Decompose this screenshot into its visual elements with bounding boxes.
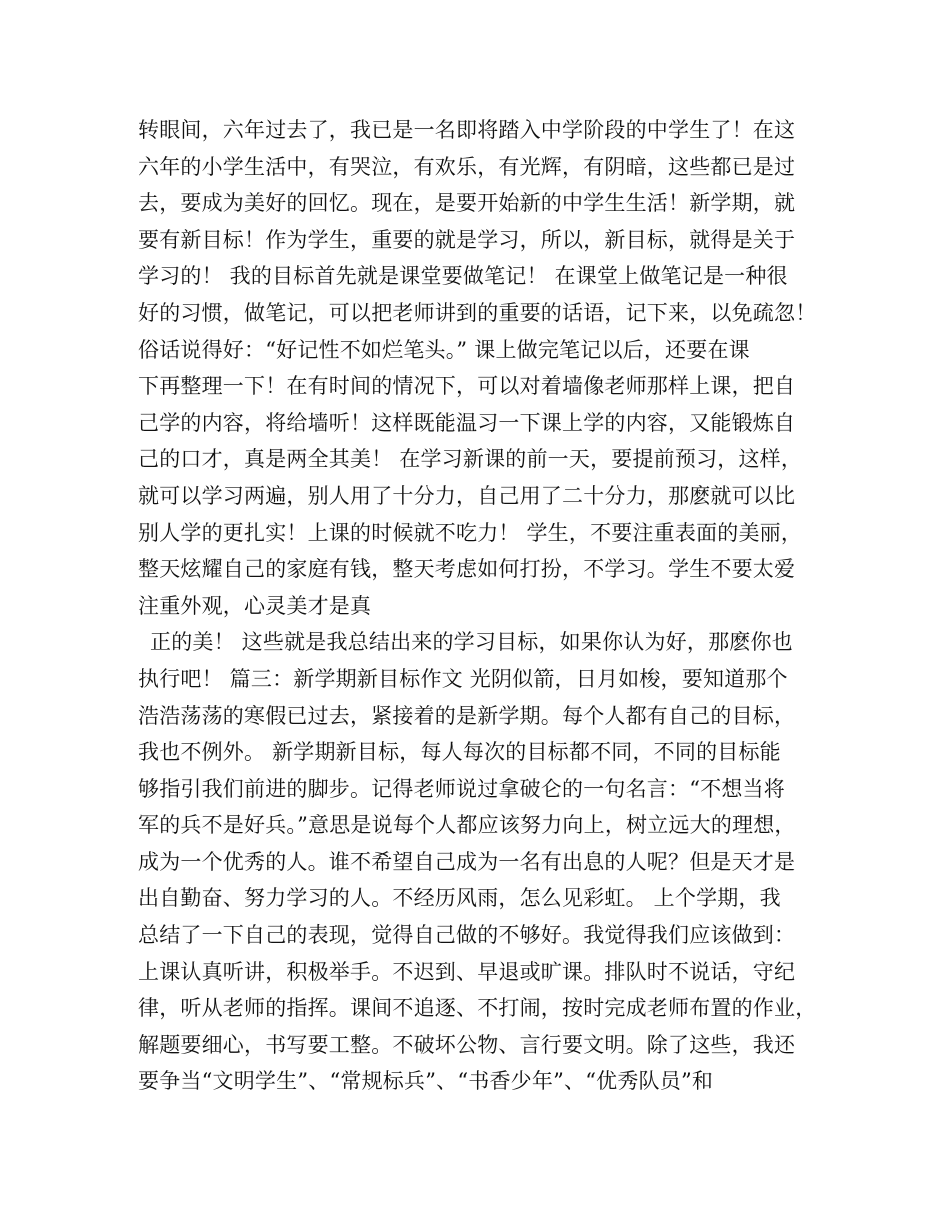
text-line: 成为一个优秀的人。谁不希望自己成为一名有出息的人呢？但是天才是 bbox=[138, 849, 796, 874]
text-line: 注重外观，心灵美才是真 bbox=[138, 593, 372, 618]
essay-text-block bbox=[138, 112, 838, 1100]
text-line: 下再整理一下！在有时间的情况下，可以对着墙像老师那样上课，把自 bbox=[138, 374, 796, 399]
text-line: 律，听从老师的指挥。课间不追逐、不打闹，按时完成老师布置的作业， bbox=[138, 996, 817, 1021]
text-line: 要争当“文明学生”、“常规标兵”、“书香少年”、“优秀队员”和 bbox=[138, 1069, 714, 1094]
text-line: 浩浩荡荡的寒假已过去，紧接着的是新学期。每个人都有自己的目标， bbox=[138, 703, 796, 728]
text-line: 己学的内容，将给墙听！这样既能温习一下课上学的内容，又能锻炼自 bbox=[138, 410, 796, 435]
text-line: 六年的小学生活中，有哭泣，有欢乐，有光辉，有阴暗，这些都已是过 bbox=[138, 154, 796, 179]
text-line: 俗话说得好：“好记性不如烂笔头。” 课上做完笔记以后，还要在课 bbox=[138, 337, 750, 362]
text-line: 解题要细心，书写要工整。不破坏公物、言行要文明。除了这些，我还 bbox=[138, 1032, 796, 1057]
text-line: 总结了一下自己的表现，觉得自己做的不够好。我觉得我们应该做到： bbox=[138, 923, 796, 948]
text-line: 去，要成为美好的回忆。现在，是要开始新的中学生生活！新学期，就 bbox=[138, 191, 796, 216]
text-line: 正的美！ 这些就是我总结出来的学习目标，如果你认为好，那麽你也 bbox=[150, 630, 793, 655]
text-line: 够指引我们前进的脚步。记得老师说过拿破仑的一句名言：“不想当将 bbox=[138, 776, 785, 801]
text-line: 整天炫耀自己的家庭有钱，整天考虑如何打扮，不学习。学生不要太爱 bbox=[138, 557, 796, 582]
text-line: 好的习惯，做笔记，可以把老师讲到的重要的话语，记下来，以免疏忽！ bbox=[138, 300, 817, 325]
text-line: 就可以学习两遍，别人用了十分力，自己用了二十分力，那麽就可以比 bbox=[138, 483, 796, 508]
text-line: 出自勤奋、努力学习的人。不经历风雨，怎么见彩虹。 上个学期，我 bbox=[138, 886, 781, 911]
text-line: 要有新目标！作为学生，重要的就是学习，所以，新目标，就得是关于 bbox=[138, 227, 796, 252]
text-line: 己的口才，真是两全其美！ 在学习新课的前一天，要提前预习，这样， bbox=[138, 447, 803, 472]
text-line: 学习的！ 我的目标首先就是课堂要做笔记！ 在课堂上做笔记是一种很 bbox=[138, 264, 788, 289]
text-line: 上课认真听讲，积极举手。不迟到、早退或旷课。排队时不说话，守纪 bbox=[138, 959, 796, 984]
text-line: 军的兵不是好兵。”意思是说每个人都应该努力向上，树立远大的理想， bbox=[138, 813, 796, 838]
text-line: 别人学的更扎实！上课的时候就不吃力！ 学生，不要注重表面的美丽， bbox=[138, 520, 803, 545]
text-line: 转眼间，六年过去了，我已是一名即将踏入中学阶段的中学生了！在这 bbox=[138, 118, 796, 142]
text-line: 执行吧！ 篇三：新学期新目标作文 光阴似箭，日月如梭，要知道那个 bbox=[138, 666, 788, 691]
text-line: 我也不例外。 新学期新目标，每人每次的目标都不同，不同的目标能 bbox=[138, 740, 781, 765]
